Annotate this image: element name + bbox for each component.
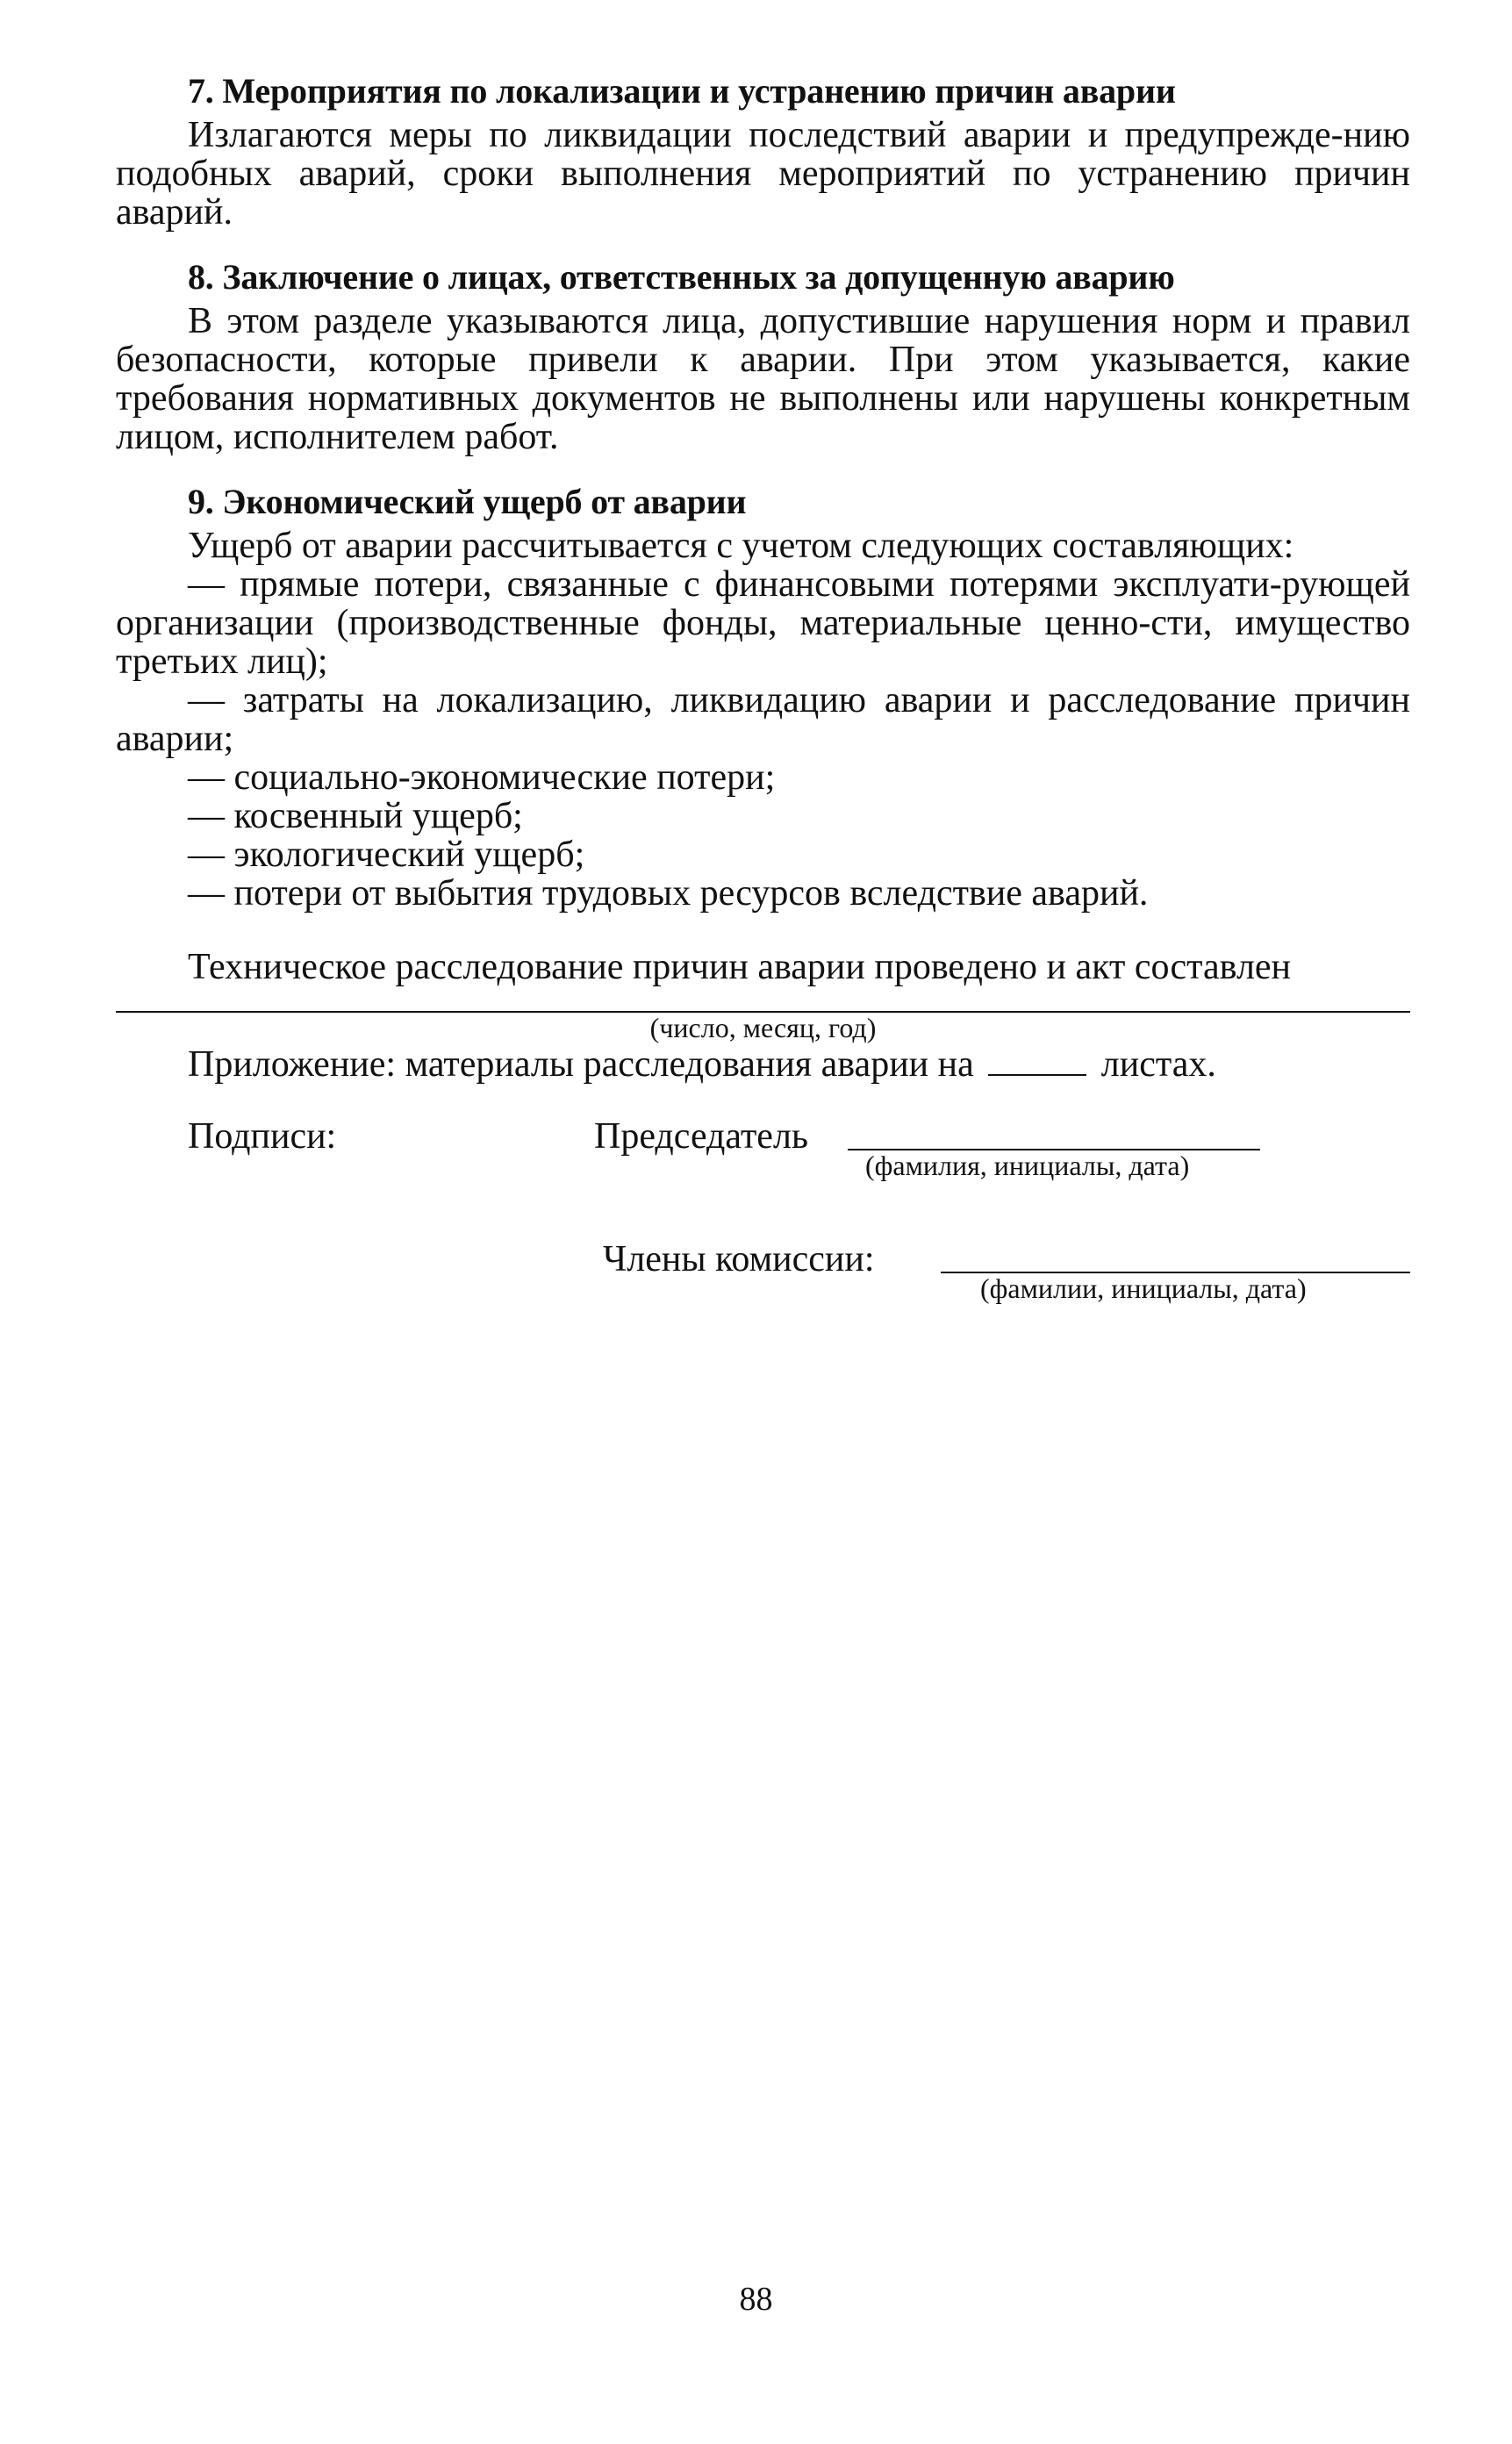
- list-item: — прямые потери, связанные с финансовыми потерями эксплуати-рующей организации (производственные фонды, материальные ценно-сти, имущество третьих лиц);: [116, 564, 1410, 682]
- list-item: — косвенный ущерб;: [188, 796, 523, 836]
- list-item: — потери от выбытия трудовых ресурсов вследствие аварий.: [188, 873, 1149, 914]
- damage-components-list: [116, 565, 1410, 913]
- sheets-count-blank: [988, 1043, 1086, 1076]
- appendix-line: [116, 1043, 1410, 1084]
- members-label: Члены комиссии:: [603, 1239, 875, 1279]
- list-item: — социально-экономические потери;: [188, 757, 776, 798]
- chairman-label: Председатель: [594, 1116, 809, 1157]
- members-caption: (фамилии, инициалы, дата): [980, 1272, 1307, 1304]
- section-7-text: Излагаются меры по ликвидации последствий аварии и предупрежде-нию подобных аварий, сроки выполнения мероприятий по устранению причин аварий.: [116, 115, 1410, 233]
- list-item: — затраты на локализацию, ликвидацию аварии и расследование причин аварии;: [116, 680, 1410, 759]
- appendix-suffix: листах.: [1100, 1044, 1216, 1085]
- section-7-heading: 7. Мероприятия по локализации и устранению причин аварии: [188, 71, 1176, 111]
- section-9-intro: Ущерб от аварии рассчитывается с учетом следующих составляющих:: [188, 526, 1294, 566]
- document-page: [116, 70, 1410, 1337]
- closing-statement: Техническое расследование причин аварии проведено и акт составлен: [188, 947, 1292, 987]
- date-caption: (число, месяц, год): [649, 1012, 877, 1043]
- section-8-heading: 8. Заключение о лицах, ответственных за допущенную аварию: [188, 257, 1175, 297]
- members-signature-blank: [941, 1240, 1410, 1273]
- page-number: 88: [739, 2281, 773, 2318]
- chairman-signature-blank: [848, 1117, 1260, 1150]
- date-blank-line: [116, 986, 1410, 1013]
- signatures-label: Подписи:: [188, 1116, 337, 1157]
- list-item: — экологический ущерб;: [188, 835, 585, 875]
- section-8-text: В этом разделе указываются лица, допустившие нарушения норм и правил безопасности, которые привели к аварии. При этом указывается, какие требования нормативных документов не выполнены или нарушены конкретным лицом, исполнителем работ.: [116, 301, 1410, 457]
- section-9-heading: 9. Экономический ущерб от аварии: [188, 482, 747, 521]
- chairman-signature-row: [116, 1117, 1410, 1170]
- appendix-prefix: Приложение: материалы расследования аварии на: [188, 1044, 974, 1085]
- chairman-caption: (фамилия, инициалы, дата): [865, 1150, 1190, 1181]
